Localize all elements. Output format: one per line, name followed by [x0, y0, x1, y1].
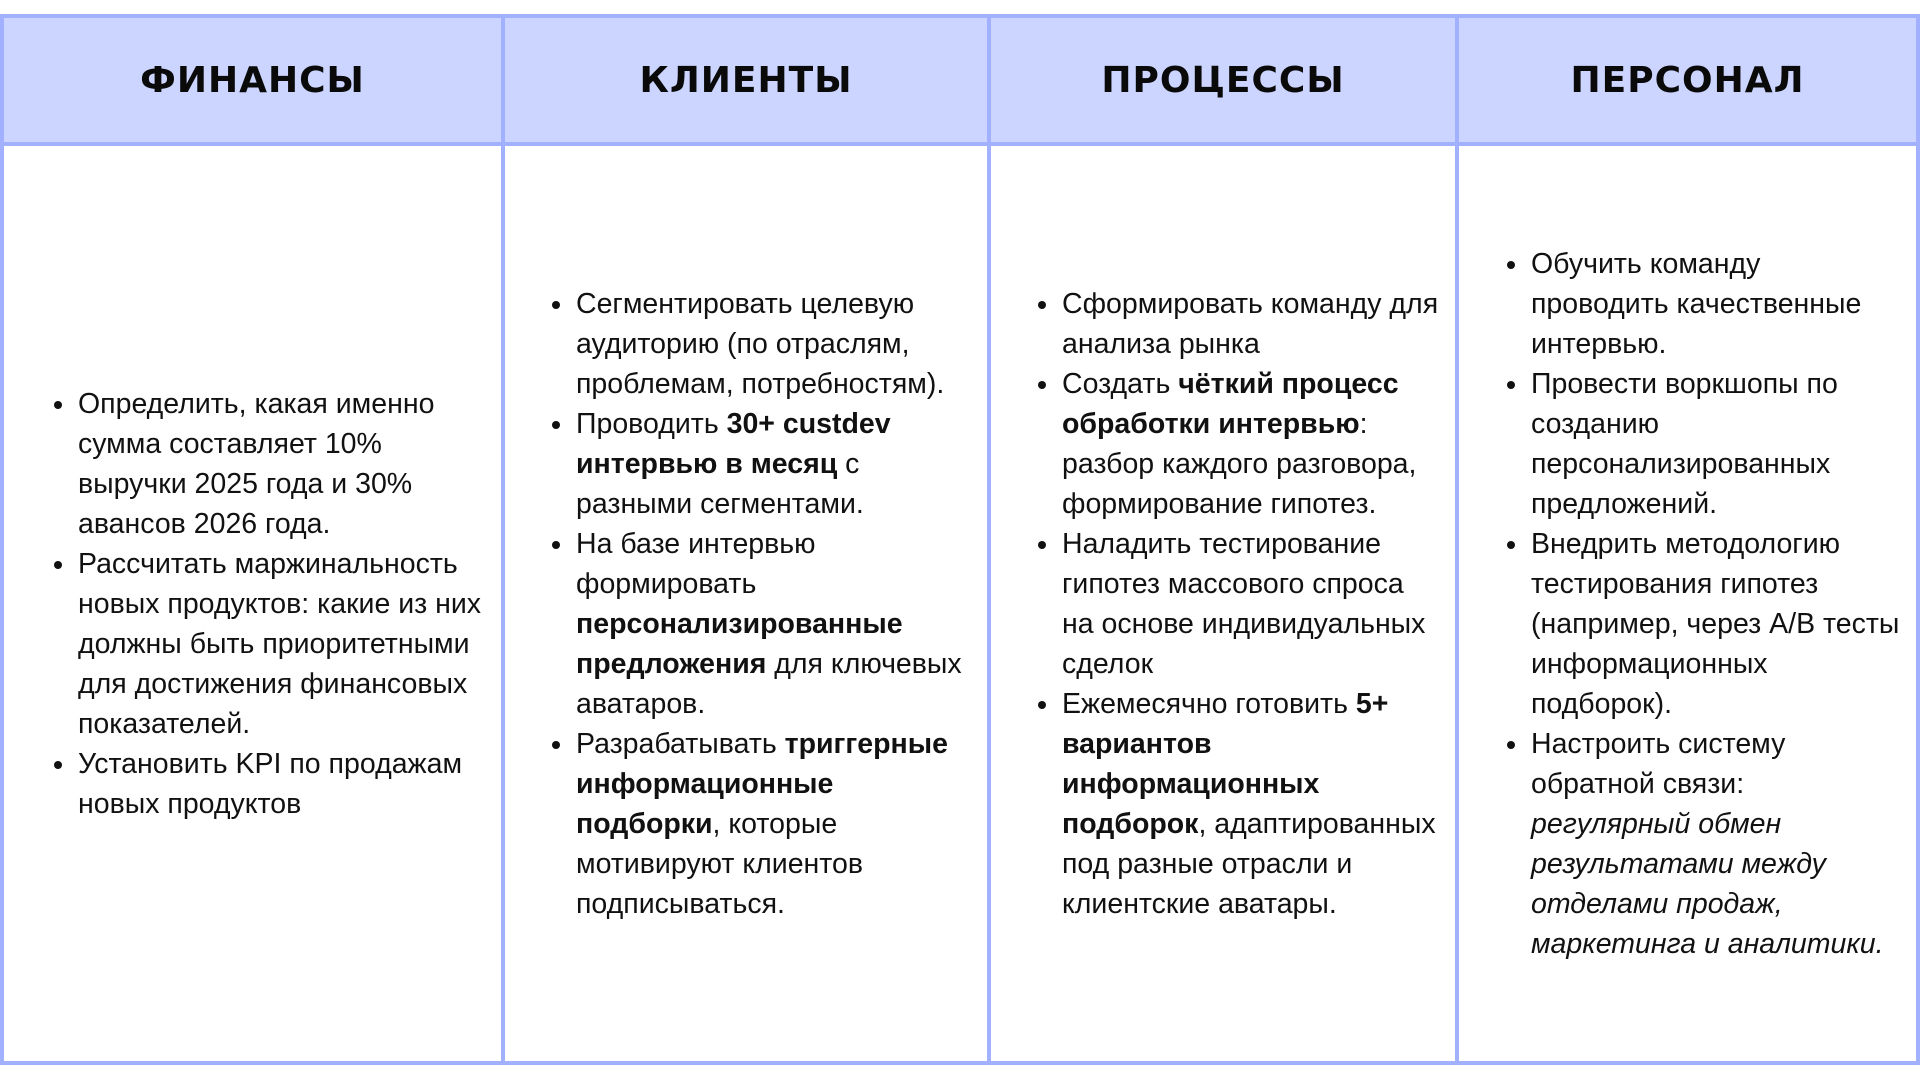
- item-text: Ежемесячно готовить: [1062, 687, 1356, 720]
- list-item: [78, 544, 489, 744]
- italic-text: регулярный обмен результатами между отделами продаж, маркетинга и аналитики.: [1531, 807, 1884, 960]
- item-text: с разными сегментами.: [576, 447, 864, 520]
- column-header-personnel: ПЕРСОНАЛ: [1459, 18, 1916, 142]
- item-text: Создать: [1062, 367, 1179, 400]
- item-text: Разрабатывать: [576, 727, 785, 760]
- item-text: Настроить систему обратной связи:: [1531, 727, 1786, 800]
- emphasis-text: 30+ custdev интервью в месяц: [576, 407, 891, 480]
- bullet-list: [505, 284, 975, 924]
- list-item: [1531, 364, 1904, 524]
- list-item: [1062, 364, 1443, 524]
- item-text: На базе интервью формировать: [576, 527, 816, 600]
- list-item: [576, 404, 975, 524]
- item-text: Рассчитать маржинальность новых продуктов: какие из них должны быть приоритетными для достижения финансовых показателей.: [78, 547, 482, 740]
- item-text: для ключевых аватаров.: [576, 647, 962, 720]
- item-text: Наладить тестирование гипотез массового спроса на основе индивидуальных сделок: [1062, 527, 1426, 680]
- column-body-processes: [991, 146, 1455, 1061]
- list-item: [576, 284, 975, 404]
- emphasis-text: триггерные информационные подборки: [576, 727, 948, 840]
- item-text: : разбор каждого разговора, формирование гипотез.: [1062, 407, 1417, 520]
- strategy-table: [0, 14, 1920, 1065]
- item-text: , которые мотивируют клиентов подписываться.: [576, 807, 864, 920]
- list-item: [1062, 684, 1443, 924]
- column-body-finance: [4, 146, 501, 1061]
- item-text: Внедрить методологию тестирования гипотез (например, через A/B тесты информационных подборок).: [1531, 527, 1900, 720]
- column-body-clients: [505, 146, 987, 1061]
- list-item: [78, 384, 489, 544]
- emphasis-text: чёткий процесс обработки интервью: [1062, 367, 1399, 440]
- list-item: [78, 744, 489, 824]
- list-item: [1062, 284, 1443, 364]
- list-item: [576, 524, 975, 724]
- item-text: Сформировать команду для анализа рынка: [1062, 287, 1439, 360]
- emphasis-text: 5+ вариантов информационных подборок: [1062, 687, 1389, 840]
- list-item: [576, 724, 975, 924]
- list-item: [1531, 244, 1904, 364]
- list-item: [1531, 724, 1904, 964]
- item-text: Установить KPI по продажам новых продуктов: [78, 747, 463, 820]
- item-text: Сегментировать целевую аудиторию (по отраслям, проблемам, потребностям).: [576, 287, 945, 400]
- list-item: [1531, 524, 1904, 724]
- bullet-list: [991, 284, 1443, 924]
- column-header-finance: ФИНАНСЫ: [4, 18, 501, 142]
- item-text: Определить, какая именно сумма составляет 10% выручки 2025 года и 30% авансов 2026 года.: [78, 387, 435, 540]
- emphasis-text: персонализированные предложения: [576, 607, 903, 680]
- bullet-list: [1459, 244, 1904, 964]
- item-text: Проводить: [576, 407, 727, 440]
- bullet-list: [4, 384, 489, 824]
- column-body-personnel: [1459, 146, 1916, 1061]
- column-header-processes: ПРОЦЕССЫ: [991, 18, 1455, 142]
- item-text: , адаптированных под разные отрасли и клиентские аватары.: [1062, 807, 1436, 920]
- item-text: Обучить команду проводить качественные интервью.: [1531, 247, 1862, 360]
- item-text: Провести воркшопы по созданию персонализированных предложений.: [1531, 367, 1838, 520]
- column-header-clients: КЛИЕНТЫ: [505, 18, 987, 142]
- list-item: [1062, 524, 1443, 684]
